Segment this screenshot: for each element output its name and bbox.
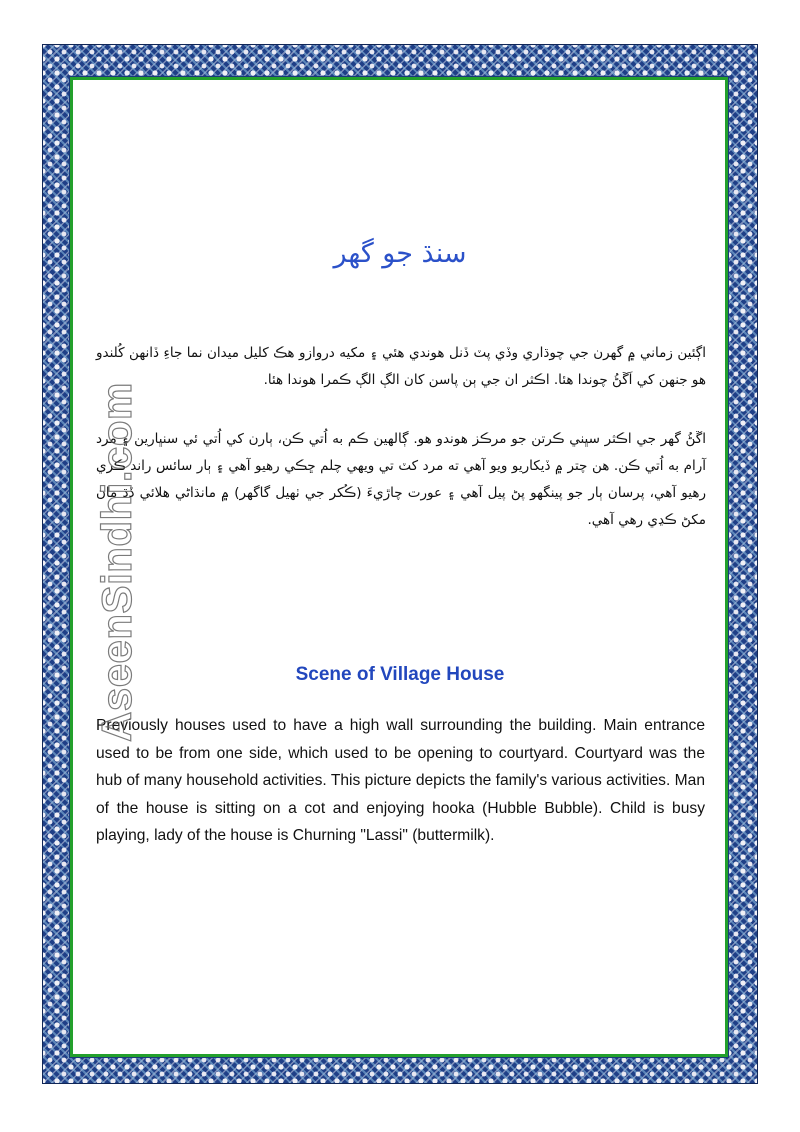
sindhi-paragraph-2: اڱڻُ گهر جي اڪثر سڀني ڪرتن جو مرڪز هوندو هو. ڳالهين ڪم به اُتي ڪن، ٻارن کي اُتي ئي سنڀارين ۽ مرد آرام به اُتي ڪن. هن چتر ۾ ڏيکاريو ويو آهي ته مرد کٽ تي ويهي چلم ڇڪي رهيو آهي ۽ ٻار سائس راند ڪري رهيو آهي، پرسان ٻار جو پينگهو پڻ پيل آهي ۽ عورت چاڙيءَ (ڪُکر جي ٺهيل گاگهر) ۾ مانڌاڻي هلائي ڏڌ مان مکڻ ڪڍي رهي آهي. bbox=[96, 431, 706, 528]
english-paragraph: Previously houses used to have a high wall surrounding the building. Main entrance used to be from one side, which used to be opening to courtyard. Courtyard was the hub of many household activities. This picture depicts the family's various activities. Man of the house is sitting on a cot and enjoying hooka (Hubble Bubble). Child is busy playing, lady of the house is Churning "Lassi" (buttermilk). bbox=[96, 717, 705, 845]
page-content-area bbox=[70, 77, 728, 1057]
sindhi-paragraph-1: اڳئين زماني ۾ گهرن جي چوڌاري وڏي پٽ ڏنل هوندي هئي ۽ مکيه دروازو هڪ کليل ميدان نما جاءِ ڏانهن کُلندو هو جنهن کي اَڱڻُ چوندا هئا. اڪثر ان جي ٻن پاسن کان الڳ الڳ ڪمرا هوندا هئا. bbox=[96, 345, 706, 388]
english-title: Scene of Village House bbox=[295, 664, 505, 685]
sindhi-title: سنڌ جو گهر bbox=[333, 238, 467, 269]
